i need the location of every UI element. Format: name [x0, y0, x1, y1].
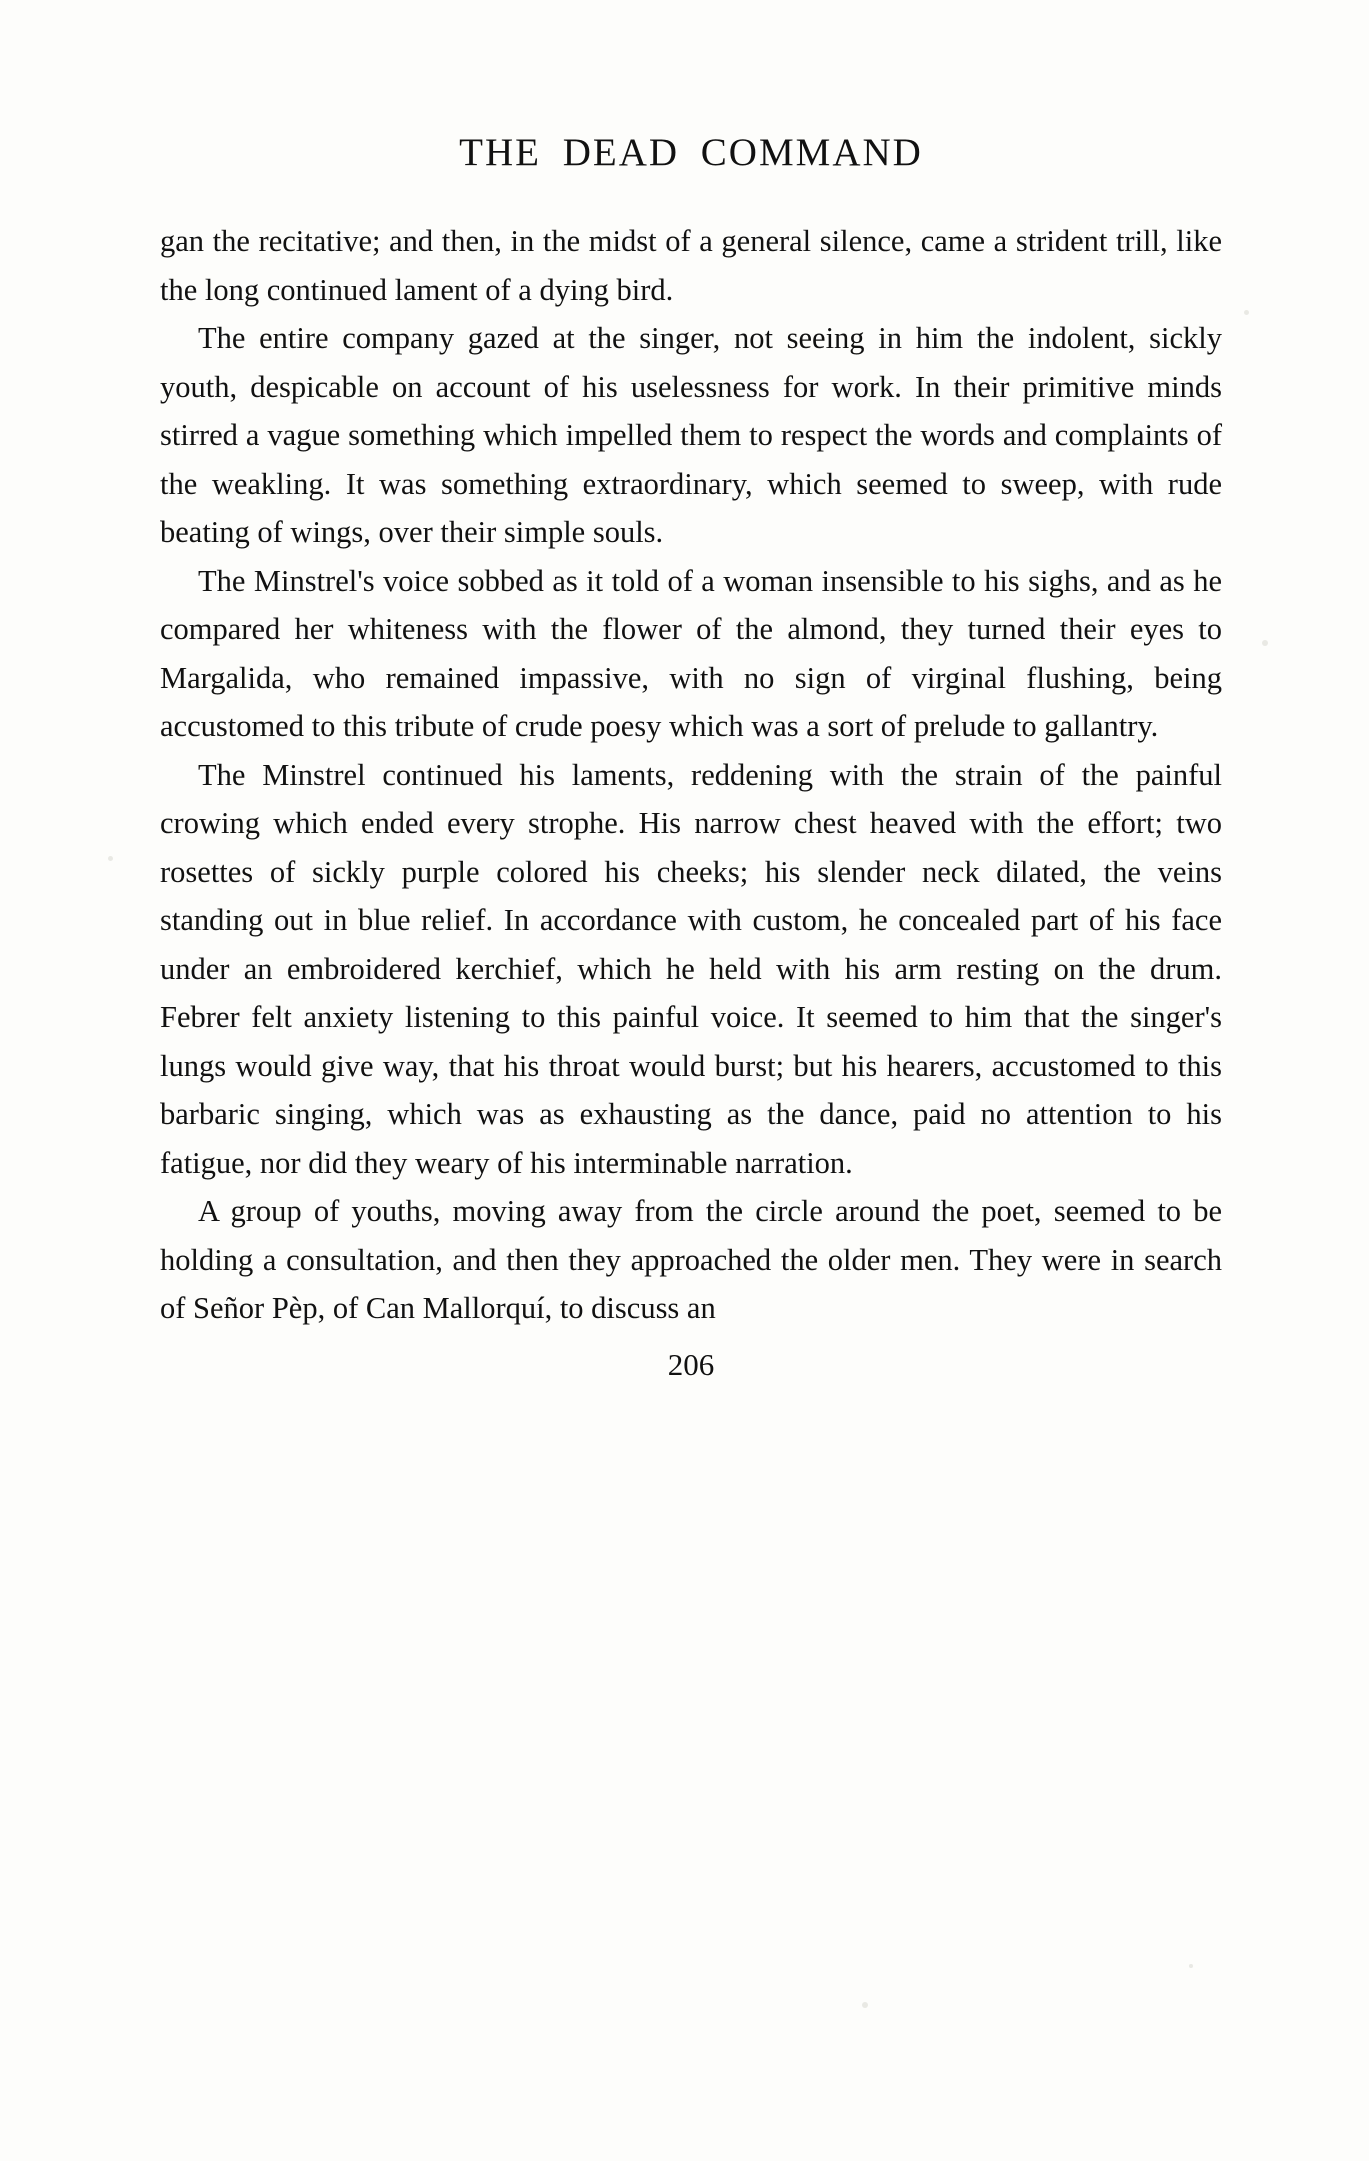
- page-number: 206: [667, 1346, 715, 1382]
- paper-speck: [862, 2002, 868, 2008]
- paper-speck: [1262, 640, 1268, 646]
- paragraph: gan the recitative; and then, in the midst of a general silence, came a strident trill, like the long continued lament of a dying bird.: [160, 224, 1222, 307]
- paper-speck: [1244, 310, 1249, 315]
- paragraph: The Minstrel's voice sobbed as it told of a woman insensible to his sighs, and as he compared her whiteness with the flower of the almond, they turned their eyes to Margalida, who remained impassive, with no sign of virginal flushing, being accustomed to this tribute of crude poesy which was a sort of prelude to gallantry.: [160, 563, 1222, 743]
- paper-speck: [1189, 1964, 1193, 1968]
- running-head: THE DEAD COMMAND: [459, 131, 923, 174]
- paragraph: The entire company gazed at the singer, not seeing in him the indolent, sickly youth, despicable on account of his uselessness for work. In their primitive minds stirred a vague something which impelled them to respect the words and complaints of the weakling. It was something extraordinary, which seemed to sweep, with rude beating of wings, over their simple souls.: [160, 321, 1222, 549]
- paragraph: A group of youths, moving away from the circle around the poet, seemed to be holding a consultation, and then they approached the older men. They were in search of Señor Pèp, of Can Mallorquí, to discuss an: [160, 1194, 1222, 1325]
- page-content: [160, 130, 1222, 1383]
- paragraph: The Minstrel continued his laments, reddening with the strain of the painful crowing which ended every strophe. His narrow chest heaved with the effort; two rosettes of sickly purple colored his cheeks; his slender neck dilated, the veins standing out in blue relief. In accordance with custom, he concealed part of his face under an embroidered kerchief, which he held with his arm resting on the drum. Febrer felt anxiety listening to this painful voice. It seemed to him that the singer's lungs would give way, that his throat would burst; but his hearers, accustomed to this barbaric singing, which was as exhausting as the dance, paid no attention to his fatigue, nor did they weary of his interminable narration.: [160, 757, 1222, 1180]
- body-text: [160, 217, 1222, 1333]
- paper-speck: [108, 856, 113, 861]
